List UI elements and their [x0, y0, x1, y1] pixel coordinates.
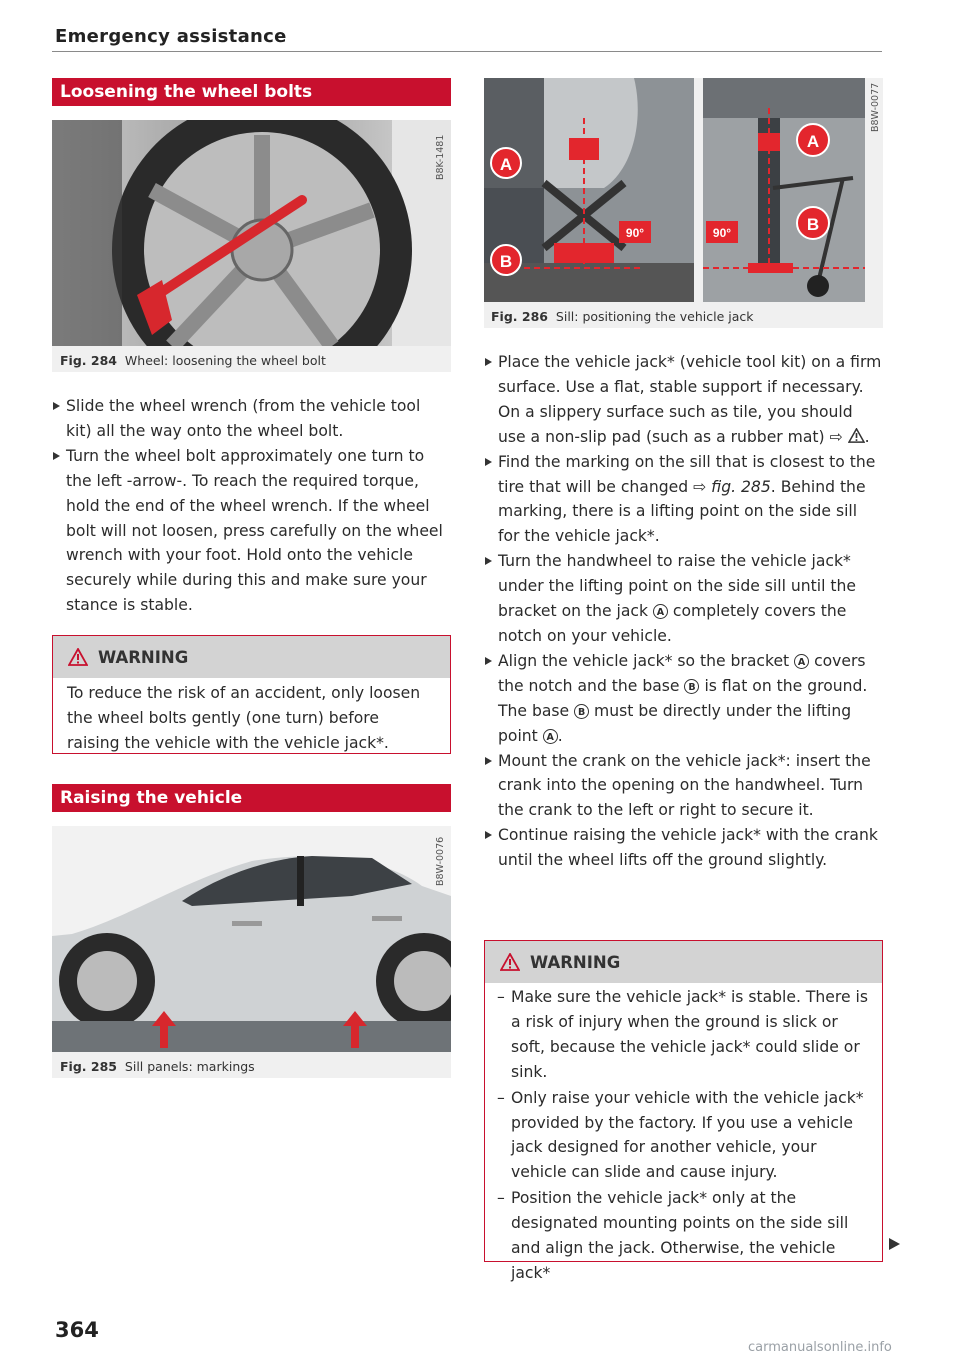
figure-caption — [491, 309, 754, 324]
marker-a-badge: A — [794, 654, 809, 669]
instruction-text: . — [557, 726, 563, 745]
figure-reference-link[interactable]: fig. 285 — [711, 477, 771, 496]
figure-285 — [52, 826, 451, 1078]
marker-a-badge: A — [543, 729, 558, 744]
warning-triangle-icon — [500, 953, 520, 971]
instruction-list-2 — [484, 350, 882, 873]
marker-a-badge: A — [653, 604, 668, 619]
warning-text: To reduce the risk of an accident, only loosen the wheel bolts gently (one turn) before raising the vehicle with the vehicle jack*. — [67, 684, 421, 752]
figure-284 — [52, 120, 451, 372]
marker-b-badge: B — [574, 704, 589, 719]
continue-arrow-icon — [889, 1238, 900, 1250]
warning-box-2 — [484, 940, 883, 1282]
warning-triangle-icon — [848, 428, 865, 443]
instruction-text: must be directly under the lifting point — [498, 701, 852, 745]
instruction-text: Align the vehicle jack* so the bracket — [498, 651, 795, 670]
figure-caption-text: Wheel: loosening the wheel bolt — [124, 353, 326, 368]
warning-header — [53, 636, 450, 678]
angle-label: 90° — [712, 226, 732, 240]
instruction-text: Place the vehicle jack* (vehicle tool kit) on a firm surface. Use a flat, stable support if necessary. On a slippery surface such as tile, you should use a non-slip pad (such as a rubber mat) ⇨ — [498, 353, 882, 446]
instruction-text: Turn the handwheel to raise the vehicle jack* under the lifting point on the side sill until the bracket on the jack — [498, 552, 856, 621]
warning-list — [485, 983, 882, 1286]
instruction-text: . Behind the marking, there is a lifting point on the side sill for the vehicle jack*. — [498, 477, 866, 546]
warning-title: WARNING — [530, 952, 621, 972]
instruction-item — [484, 549, 882, 649]
marker-a: A — [806, 132, 820, 151]
warning-title: WARNING — [98, 647, 189, 667]
warning-header — [485, 941, 882, 983]
figure-code: B8W-0076 — [435, 836, 446, 886]
section-title-raising — [52, 784, 451, 812]
marker-a: A — [499, 155, 513, 174]
instruction-text: completely covers the notch on your vehicle. — [498, 602, 847, 645]
instruction-item: Continue raising the vehicle jack* with the crank until the wheel lifts off the ground slightly. — [484, 823, 882, 873]
wheel-wrench-illustration — [52, 120, 451, 346]
section-header: Emergency assistance — [55, 26, 287, 47]
car-sill-markings-illustration — [52, 826, 451, 1052]
instruction-item — [484, 450, 882, 550]
figure-label: Fig. 284 — [60, 353, 117, 368]
warning-item: – Only raise your vehicle with the vehicle jack* provided by the factory. If you use a vehicle jack designed for another vehicle, your vehicle can slide and cause injury. — [487, 1086, 868, 1186]
section-title-loosening — [52, 78, 451, 106]
warning-triangle-icon — [68, 648, 88, 666]
angle-label: 90° — [625, 226, 645, 240]
instruction-item: Turn the wheel bolt approximately one turn to the left -arrow-. To reach the required torque, hold the end of the wheel wrench. If the wheel bolt will not loosen, press carefully on the wheel wrench with your foot. Hold onto the vehicle securely while during this and make sure your stance is stable. — [52, 444, 447, 618]
figure-286 — [484, 78, 883, 328]
instruction-item — [484, 649, 882, 749]
figure-caption — [60, 353, 326, 368]
marker-b: B — [806, 215, 820, 234]
warning-box-1 — [52, 635, 451, 754]
instruction-text: covers the notch and the base — [498, 651, 866, 695]
instruction-text: is flat on the ground. The base — [498, 676, 868, 720]
figure-caption-text: Sill panels: markings — [124, 1059, 255, 1074]
section-title-text: Raising the vehicle — [60, 788, 243, 808]
watermark: carmanualsonline.info — [748, 1340, 892, 1355]
warning-item: – Make sure the vehicle jack* is stable. There is a risk of injury when the ground is slick or soft, because the vehicle jack* could slide or sink. — [487, 985, 868, 1085]
instruction-text: . — [864, 427, 870, 446]
instruction-text: Find the marking on the sill that is closest to the tire that will be changed ⇨ — [498, 452, 876, 496]
marker-b: B — [499, 252, 513, 271]
instruction-item: Mount the crank on the vehicle jack*: insert the crank into the opening on the handwheel. Turn the crank to the left or right to secure it. — [484, 749, 882, 824]
header-rule — [52, 51, 882, 52]
figure-label: Fig. 286 — [491, 309, 548, 324]
page-number: 364 — [55, 1318, 99, 1342]
figure-code: B8W-0077 — [870, 82, 881, 132]
instruction-item — [484, 350, 882, 450]
figure-code: B8K-1481 — [435, 134, 446, 180]
instruction-list-1 — [52, 394, 447, 618]
figure-caption-text: Sill: positioning the vehicle jack — [555, 309, 754, 324]
figure-label: Fig. 285 — [60, 1059, 117, 1074]
section-title-text: Loosening the wheel bolts — [60, 82, 313, 102]
figure-caption — [60, 1059, 255, 1074]
marker-b-badge: B — [684, 679, 699, 694]
jack-side-view-illustration — [484, 78, 694, 302]
instruction-item: Slide the wheel wrench (from the vehicle tool kit) all the way onto the wheel bolt. — [52, 394, 447, 444]
jack-front-view-illustration — [703, 78, 865, 302]
warning-item: – Position the vehicle jack* only at the designated mounting points on the side sill and align the jack. Otherwise, the vehicle jack* — [487, 1186, 868, 1286]
